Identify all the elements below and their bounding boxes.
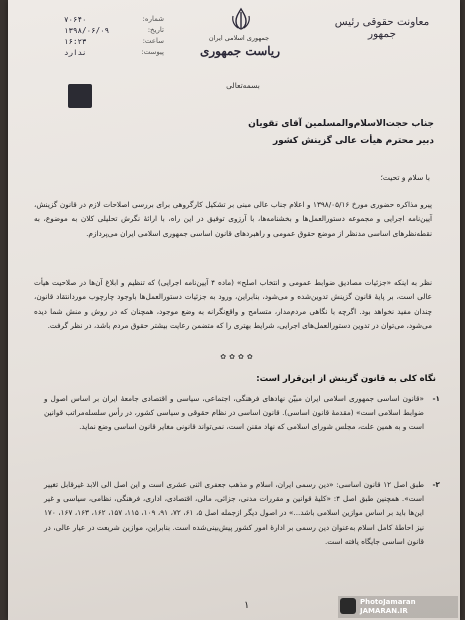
time-label: ساعت: [142,37,164,45]
iran-emblem-icon [228,6,254,32]
addressee-title: دبیر محترم هیأت عالی گزینش کشور [272,136,434,146]
item-number: ۱- [432,394,440,403]
meta-number [64,14,164,25]
watermark-line-1: PhotoJamaran [360,598,416,606]
meta-date [64,25,164,36]
item-number: ۲- [432,480,440,489]
basmala: بسمه‌تعالی [226,81,260,90]
republic-label: جمهوری اسلامی ایران [208,34,270,42]
attach-label: پیوست: [141,48,164,56]
letter-attachment: ندارد [64,48,87,57]
greeting: با سلام و تحیت؛ [380,173,430,182]
calligraphy-seal-icon [68,84,92,108]
jamaran-logo-icon [340,598,356,614]
section-heading: نگاه کلی به قانون گزینش از این‌قرار است: [256,374,436,384]
list-item [44,392,440,435]
separator: ✿✿✿✿ [220,353,256,361]
letter-date: ۱۳۹۸/۰۶/۰۹ [64,26,110,35]
watermark-line-2: JAMARAN.IR [360,607,408,615]
office-title: معاونت حقوقی رئیس جمهور [334,16,430,40]
meta-attach [64,47,164,58]
letter-page [8,0,460,620]
item-text: طبق اصل ۱۲ قانون اساسی: «دین رسمی ایران، اسلام و مذهب جعفری اثنی عشری است و این اصل الی الابد غیرقابل تغییر است». همچنین طبق اصل ۴: «کلیهٔ قوانین و مقررات مدنی، جزائی، مالی، اقتصادی، اداری، فرهنگی، نظامی، سیاسی و غیر این‌ها باید بر اساس موازین اسلامی باشد...» در اصول دیگر ازجمله اصل ۵، ۶۱، ۷۲، ۹۱، ۱۰۹، ۱۱۵، ۱۵۷، ۱۶۲، ۱۶۳، ۱۶۷، ۱۷۰ نیز احاطهٔ کامل اسلام به‌عنوان دین رسمی بر ادارهٔ امور کشور پیش‌بینی‌شده است. بنابراین، موازین شریعت در عیار عالی، در قانون اساسی جایگاه یافته است. [44,480,424,546]
item-text: «قانون اساسی جمهوری اسلامی ایران مبیّن نهادهای فرهنگی، اجتماعی، سیاسی و اقتصادی جامعهٔ ایران بر اساس اصول و ضوابط اسلامی است» (مقدمهٔ قانون اساسی). قانون اساسی در نظام حقوقی و سیاسی کشور، در رأس سلسله‌مراتب قوانین است و به همین علت، مجلس شورای اسلامی که نهاد مقنن است، نمی‌تواند قانونی مغایر قانون اساسی وضع نماید. [44,394,424,432]
letter-meta [64,14,164,58]
addressee-name: جناب حجت‌الاسلام‌والمسلمین آقای تقویان [248,119,434,129]
paragraph-context: نظر به اینکه «جزئیات مصادیق ضوابط عمومی و انتخاب اصلح» (ماده ۴ آیین‌نامه اجرایی) که تنظیم و ابلاغ آن‌ها در صلاحیت هیأت عالی است، بر پایهٔ قانون گزینش تدوین‌شده و می‌شود، بنابراین، ورود به جزئیات دستورالعمل‌ها باوجود چارچوب موردانتقاد قانون، چندان مفید نخواهد بود. اگرچه با نگاهی مردم‌مدار، متسامح و واقع‌نگرانه به وضع موجود، همچنان که در روش و منش شما دیده می‌شود، می‌توان در تدوین دستورالعمل‌های اجرایی، شرایط بهتری را که متضمن رعایت بیشتر حقوق مردم باشد، در نظر گرفت. [34,278,432,331]
presidency-title: ریاست جمهوری [199,44,281,58]
meta-time [64,36,164,47]
page-number: ۱ [244,600,250,611]
watermark-text [360,598,416,616]
paragraph-intro: پیرو مذاکره حضوری مورخ ۱۳۹۸/۰۵/۱۶ و اعلام جناب عالی مبنی بر تشکیل کارگروهی برای بررسی اصلاحات لازم در قانون گزینش، آیین‌نامه اجرایی و مجموعه دستورالعمل‌ها و بخشنامه‌ها، با آرزوی توفیق در این راه، با ارائهٔ نگرش تحلیلی کلان به موضوع، به نقطه‌نظرهای اساسی مدنظر از موضع حقوق عمومی و راهبردهای قانون اساسی جمهوری اسلامی ایران می‌پردازم. [34,200,432,238]
list-item [44,478,440,549]
letter-time: ۱۶:۲۳ [64,37,87,46]
number-label: شماره: [142,15,164,23]
addressee-block [134,116,434,150]
letter-number: ۷۰۶۴۰ [64,15,87,24]
date-label: تاریخ: [147,26,164,34]
